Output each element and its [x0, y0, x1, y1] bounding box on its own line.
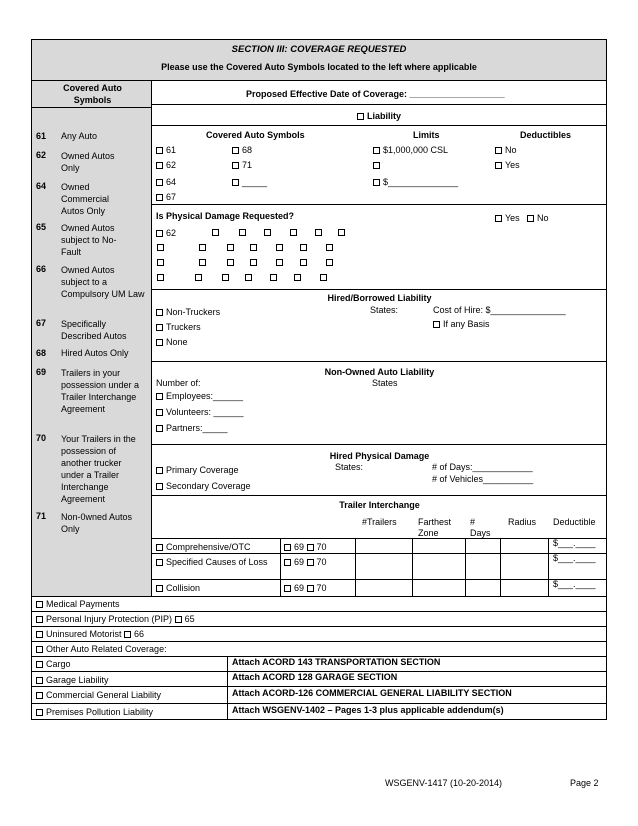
- divider: [152, 538, 607, 539]
- num-vehicles: # of Vehicles__________: [432, 474, 534, 484]
- medical-payments[interactable]: Medical Payments: [36, 599, 120, 610]
- physical-damage-checkbox[interactable]: [326, 259, 333, 266]
- physical-damage-checkbox[interactable]: [300, 244, 307, 251]
- hired-option[interactable]: None: [156, 337, 188, 348]
- other-coverage[interactable]: Other Auto Related Coverage:: [36, 644, 167, 655]
- cost-of-hire: Cost of Hire: $_______________: [433, 305, 566, 315]
- physical-damage-checkbox[interactable]: [245, 274, 252, 281]
- divider: [280, 538, 281, 597]
- checkbox-icon: [156, 559, 163, 566]
- hired-physical-states: States:: [335, 462, 364, 472]
- checkbox-icon: [36, 692, 43, 699]
- trailer-deductible: $___.____: [553, 579, 596, 589]
- deductible-option[interactable]: Yes: [495, 160, 520, 171]
- effective-date: Proposed Effective Date of Coverage: ___________________: [246, 89, 505, 99]
- checkbox-icon: [156, 544, 163, 551]
- checkbox-icon: [156, 162, 163, 169]
- physical-damage-checkbox[interactable]: [300, 259, 307, 266]
- coverage-attach: Attach ACORD 143 TRANSPORTATION SECTION: [232, 657, 441, 667]
- number-of: Number of:: [156, 378, 201, 388]
- coverage-row-label[interactable]: Commercial General Liability: [36, 690, 161, 701]
- checkbox-icon: [156, 324, 163, 331]
- divider: [152, 104, 607, 105]
- physical-question: Is Physical Damage Requested?: [156, 211, 295, 221]
- checkbox-icon: [357, 113, 364, 120]
- physical-damage-checkbox[interactable]: [276, 259, 283, 266]
- trailer-deductible: $___.____: [553, 538, 596, 548]
- symbol-desc: Any Auto: [61, 131, 98, 141]
- symbol-num: 69: [36, 367, 47, 377]
- divider: [152, 289, 607, 290]
- divider: [31, 641, 607, 642]
- trailer-symbols[interactable]: 69 70: [284, 542, 327, 553]
- divider: [412, 538, 413, 597]
- coverage-row-label[interactable]: Cargo: [36, 659, 71, 670]
- checkbox-icon: [36, 616, 43, 623]
- checkbox-icon: [232, 162, 239, 169]
- symbol-num: 70: [36, 433, 47, 443]
- physical-damage-checkbox[interactable]: [294, 274, 301, 281]
- checkbox-icon: [156, 425, 163, 432]
- checkbox-icon: [307, 559, 314, 566]
- physical-yes[interactable]: Yes: [495, 213, 520, 224]
- checkbox-icon: [156, 179, 163, 186]
- checkbox-icon: [373, 162, 380, 169]
- section-title: SECTION III: COVERAGE REQUESTED: [231, 44, 407, 55]
- symbol-desc: Hired Autos Only: [61, 348, 129, 358]
- divider: [152, 495, 607, 496]
- physical-damage-checkbox[interactable]: [227, 244, 234, 251]
- checkbox-icon: [36, 661, 43, 668]
- trailer-symbols[interactable]: 69 70: [284, 557, 327, 568]
- divider: [500, 538, 501, 597]
- symbol-desc: Owned Autos subject to a Compulsory UM Law: [61, 265, 145, 299]
- coverage-row-label[interactable]: Garage Liability: [36, 675, 109, 686]
- col-trailers: #Trailers: [362, 517, 397, 527]
- symbol-checkbox[interactable]: 61: [156, 145, 176, 156]
- page-number: Page 2: [570, 778, 599, 788]
- divider: [31, 686, 607, 687]
- trailer-deductible: $___.____: [553, 553, 596, 563]
- checkbox-icon: [36, 631, 43, 638]
- checkbox-icon: [373, 179, 380, 186]
- divider: [152, 125, 607, 126]
- divider: [152, 579, 607, 580]
- physical-symbol[interactable]: 62: [156, 228, 176, 239]
- checkbox-icon: [232, 147, 239, 154]
- symbols-header: Covered Auto Symbols: [63, 83, 122, 105]
- hired-borrowed-title: Hired/Borrowed Liability: [327, 293, 432, 303]
- physical-damage-checkbox[interactable]: [222, 274, 229, 281]
- symbol-num: 65: [36, 222, 47, 232]
- symbol-checkbox[interactable]: _____: [232, 177, 267, 188]
- trailer-title: Trailer Interchange: [339, 500, 420, 510]
- trailer-row-label[interactable]: Collision: [156, 583, 200, 594]
- checkbox-icon: [156, 585, 163, 592]
- divider: [31, 107, 152, 108]
- checkbox-icon: [307, 544, 314, 551]
- trailer-row-label[interactable]: Specified Causes of Loss: [156, 557, 276, 568]
- symbol-num: 64: [36, 181, 47, 191]
- checkbox-icon: [156, 393, 163, 400]
- physical-damage-checkbox[interactable]: [315, 229, 322, 236]
- symbol-desc: Owned Autos subject to No-Fault: [61, 223, 117, 257]
- symbol-desc: Non-0wned Autos Only: [61, 512, 133, 534]
- divider: [548, 538, 549, 597]
- symbol-desc: Owned Commercial Autos Only: [61, 182, 110, 216]
- symbol-num: 68: [36, 348, 47, 358]
- col-farthest: Farthest Zone: [418, 517, 452, 538]
- non-owned-item[interactable]: Partners:_____: [156, 423, 228, 434]
- checkbox-icon: [36, 709, 43, 716]
- divider: [31, 703, 607, 704]
- physical-damage-checkbox[interactable]: [270, 274, 277, 281]
- divider: [152, 444, 607, 445]
- symbol-checkbox[interactable]: 68: [232, 145, 252, 156]
- hired-physical-item[interactable]: Primary Coverage: [156, 465, 239, 476]
- num-days: # of Days:____________: [432, 462, 533, 472]
- symbol-num: 67: [36, 318, 47, 328]
- checkbox-icon: [284, 544, 291, 551]
- form-number: WSGENV-1417 (10-20-2014): [385, 778, 503, 788]
- hired-borrowed-states: States:: [370, 305, 399, 315]
- deductible-option[interactable]: No: [495, 145, 517, 156]
- physical-damage-checkbox[interactable]: [157, 244, 164, 251]
- trailer-symbols[interactable]: 69 70: [284, 583, 327, 594]
- checkbox-icon: [495, 147, 502, 154]
- symbol-desc: Your Trailers in the possession of another trucker under a Trailer Interchange Agreement: [61, 434, 136, 504]
- col-symbols: Covered Auto Symbols: [206, 130, 305, 140]
- divider: [152, 361, 607, 362]
- liability-option[interactable]: Liability: [357, 111, 401, 122]
- symbol-checkbox[interactable]: 64: [156, 177, 176, 188]
- physical-damage-checkbox[interactable]: [199, 244, 206, 251]
- checkbox-icon: [124, 631, 131, 638]
- physical-damage-checkbox[interactable]: [250, 244, 257, 251]
- hired-option[interactable]: Truckers: [156, 322, 201, 333]
- symbol-checkbox[interactable]: 62: [156, 160, 176, 171]
- non-owned-item[interactable]: Employees:______: [156, 391, 243, 402]
- divider: [355, 538, 356, 597]
- checkbox-icon: [156, 409, 163, 416]
- checkbox-icon: [284, 559, 291, 566]
- divider: [152, 204, 607, 205]
- checkbox-icon: [373, 147, 380, 154]
- limit-option[interactable]: [373, 160, 383, 171]
- physical-damage-checkbox[interactable]: [239, 229, 246, 236]
- divider: [227, 656, 228, 720]
- checkbox-icon: [156, 230, 163, 237]
- physical-no[interactable]: No: [527, 213, 549, 224]
- coverage-attach: Attach ACORD-126 COMMERCIAL GENERAL LIABILITY SECTION: [232, 688, 512, 698]
- col-limits: Limits: [413, 130, 440, 140]
- symbol-num: 61: [36, 131, 47, 141]
- physical-damage-checkbox[interactable]: [276, 244, 283, 251]
- symbol-desc: Specifically Described Autos: [61, 319, 127, 341]
- coverage-attach: Attach ACORD 128 GARAGE SECTION: [232, 672, 398, 682]
- divider: [152, 553, 607, 554]
- hired-physical-item[interactable]: Secondary Coverage: [156, 481, 251, 492]
- physical-damage-checkbox[interactable]: [250, 259, 257, 266]
- symbol-checkbox[interactable]: 67: [156, 192, 176, 203]
- limit-option[interactable]: $1,000,000 CSL: [373, 145, 448, 156]
- physical-damage-checkbox[interactable]: [264, 229, 271, 236]
- checkbox-icon: [495, 162, 502, 169]
- coverage-attach: Attach WSGENV-1402 – Pages 1-3 plus applicable addendum(s): [232, 705, 504, 715]
- symbol-num: 66: [36, 264, 47, 274]
- section-subtitle: Please use the Covered Auto Symbols located to the left where applicable: [161, 62, 477, 72]
- col-days: # Days: [470, 517, 491, 538]
- divider: [31, 626, 607, 627]
- checkbox-icon: [433, 321, 440, 328]
- physical-damage-checkbox[interactable]: [212, 229, 219, 236]
- hired-physical-title: Hired Physical Damage: [329, 451, 430, 461]
- col-radius: Radius: [508, 517, 537, 527]
- checkbox-icon: [36, 677, 43, 684]
- physical-damage-checkbox[interactable]: [157, 274, 164, 281]
- any-basis[interactable]: If any Basis: [433, 319, 490, 330]
- checkbox-icon: [527, 215, 534, 222]
- col-deductible: Deductible: [553, 517, 596, 527]
- non-owned-item[interactable]: Volunteers: ______: [156, 407, 244, 418]
- col-deductibles: Deductibles: [520, 130, 572, 140]
- checkbox-icon: [36, 646, 43, 653]
- symbol-checkbox[interactable]: 71: [232, 160, 252, 171]
- physical-damage-checkbox[interactable]: [338, 229, 345, 236]
- checkbox-icon: [232, 179, 239, 186]
- physical-damage-checkbox[interactable]: [290, 229, 297, 236]
- checkbox-icon: [156, 309, 163, 316]
- non-owned-states: States: [372, 378, 398, 388]
- checkbox-icon: [156, 467, 163, 474]
- uninsured-motorist[interactable]: Uninsured Motorist 66: [36, 629, 144, 640]
- divider: [465, 538, 466, 597]
- symbol-desc: Owned Autos Only: [61, 151, 115, 173]
- limit-option[interactable]: $______________: [373, 177, 458, 188]
- checkbox-icon: [307, 585, 314, 592]
- non-owned-title: Non-Owned Auto Liability: [324, 367, 435, 377]
- divider: [31, 611, 607, 612]
- checkbox-icon: [175, 616, 182, 623]
- coverage-row-label[interactable]: Premises Pollution Liability: [36, 707, 153, 718]
- checkbox-icon: [156, 483, 163, 490]
- physical-damage-checkbox[interactable]: [227, 259, 234, 266]
- checkbox-icon: [156, 147, 163, 154]
- physical-damage-checkbox[interactable]: [195, 274, 202, 281]
- checkbox-icon: [495, 215, 502, 222]
- checkbox-icon: [284, 585, 291, 592]
- symbol-num: 62: [36, 150, 47, 160]
- pip[interactable]: Personal Injury Protection (PIP) 65: [36, 614, 195, 625]
- checkbox-icon: [156, 194, 163, 201]
- symbol-num: 71: [36, 511, 47, 521]
- physical-damage-checkbox[interactable]: [199, 259, 206, 266]
- checkbox-icon: [156, 339, 163, 346]
- hired-option[interactable]: Non-Truckers: [156, 307, 220, 318]
- physical-damage-checkbox[interactable]: [320, 274, 327, 281]
- symbol-desc: Trailers in your possession under a Trailer Interchange Agreement: [61, 368, 140, 414]
- physical-damage-checkbox[interactable]: [157, 259, 164, 266]
- trailer-row-label[interactable]: Comprehensive/OTC: [156, 542, 251, 553]
- physical-damage-checkbox[interactable]: [326, 244, 333, 251]
- checkbox-icon: [36, 601, 43, 608]
